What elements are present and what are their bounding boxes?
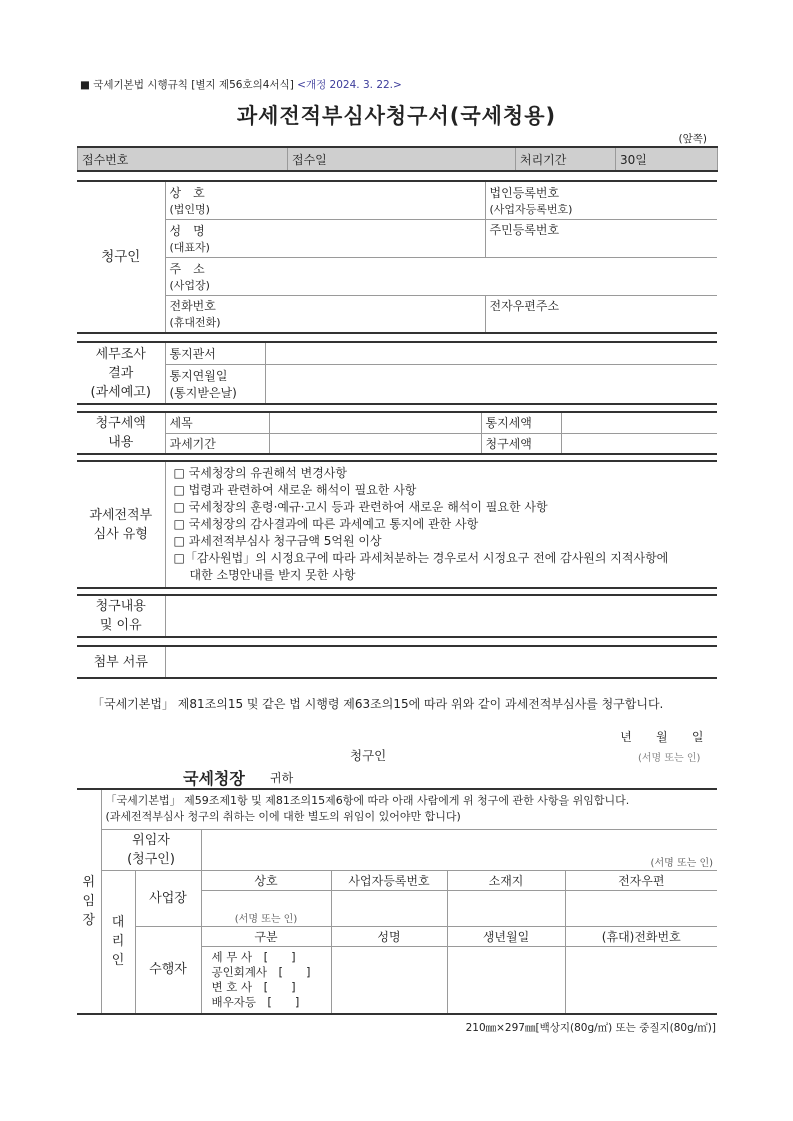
delegator-label-1: 위임자 [132, 832, 170, 848]
tax-period-label: 과세기간 [165, 433, 269, 454]
year-label: 년 [620, 730, 632, 744]
review-type-options [165, 461, 717, 588]
audit-label-1: 세무조사 [95, 346, 146, 362]
claimant-signature-label: 청구인 [350, 748, 387, 763]
attachments-label: 첨부 서류 [77, 646, 165, 678]
review-option[interactable]: □ 과세전적부심사 청구금액 5억원 이상 [173, 534, 382, 548]
phone-label: 전화번호 [169, 299, 216, 314]
phone-sub: (휴대전화) [169, 316, 221, 330]
attachments-input[interactable] [165, 646, 717, 678]
claim-amount-input[interactable] [561, 433, 717, 454]
performer-type-option[interactable]: 세 무 사 [ ] [211, 949, 296, 964]
tax-period-input[interactable] [269, 433, 481, 454]
name-field[interactable] [165, 219, 485, 257]
regulation-text: ■ 국세기본법 시행규칙 [별지 제56호의4서식] [80, 79, 294, 91]
receipt-table [77, 146, 718, 172]
delegation-text-2: (과세전적부심사 청구의 취하는 이에 대한 별도의 위임이 있어야만 합니다) [105, 810, 461, 824]
performer-label: 수행자 [135, 926, 201, 1014]
claimant-section-label: 청구인 [77, 181, 165, 333]
biz-trade-name-input[interactable] [201, 890, 331, 926]
audit-label-3: (과세예고) [90, 384, 151, 400]
addressee-office: 국세청장 [183, 769, 245, 788]
phone-field[interactable] [165, 295, 485, 333]
notified-amount-input[interactable] [561, 412, 717, 433]
corp-reg-field[interactable] [485, 181, 717, 219]
biz-col-header: 전자우편 [565, 870, 717, 890]
review-type-label-2: 심사 유형 [93, 526, 148, 542]
claimant-sign-note: (서명 또는 인) [638, 753, 701, 764]
form-reference [80, 77, 402, 92]
resident-reg-label: 주민등록번호 [489, 222, 560, 237]
corp-reg-label: 법인등록번호 [489, 185, 560, 200]
perf-col-header: 성명 [331, 926, 447, 946]
delegation-char: 장 [82, 913, 96, 928]
review-option[interactable]: □ 법령과 관련하여 새로운 해석이 필요한 사항 [173, 483, 417, 497]
review-option-continued: 대한 소명안내를 받지 못한 사항 [189, 568, 356, 582]
date-line [610, 728, 714, 745]
review-type-table [77, 460, 717, 589]
delegator-sign-note: (서명 또는 인) [650, 857, 714, 869]
notice-date-sub: (통지받은날) [169, 385, 237, 400]
notice-office-label: 통지관서 [165, 342, 265, 364]
form-title: 과세전적부심사청구서(국세청용) [236, 104, 557, 128]
agent-label [101, 870, 135, 1014]
biz-col-header: 소재지 [447, 870, 565, 890]
address-sub: (사업장) [169, 278, 210, 292]
name-label: 성 명 [169, 223, 205, 238]
claim-amount-label: 청구세액 [481, 433, 561, 454]
reason-label-2: 및 이유 [99, 618, 142, 633]
notice-date-label: 통지연월일 [169, 368, 228, 383]
performer-type-option[interactable]: 배우자등 [ ] [211, 994, 300, 1009]
delegator-sign-field[interactable] [201, 829, 717, 870]
trade-name-field[interactable] [165, 181, 485, 219]
front-side-label: (앞쪽) [678, 133, 707, 145]
performer-name-input[interactable] [331, 946, 447, 1014]
biz-sign-note: (서명 또는 인) [234, 913, 298, 925]
delegation-side-label [77, 789, 101, 1014]
claimant-table [77, 180, 717, 334]
biz-email-input[interactable] [565, 890, 717, 926]
month-label: 월 [656, 730, 668, 744]
review-option[interactable]: □「감사원법」의 시정요구에 따라 과세처분하는 경우로서 시정요구 전에 감사원의 지적사항에 [173, 551, 669, 565]
review-option[interactable]: □ 국세청장의 감사결과에 따른 과세예고 통지에 관한 사항 [173, 517, 479, 531]
review-type-section-label [77, 461, 165, 588]
agent-char: 리 [111, 934, 125, 950]
performer-type-option[interactable]: 변 호 사 [ ] [211, 979, 296, 994]
notice-date-input[interactable] [265, 364, 717, 404]
processing-period-label: 처리기간 [516, 147, 616, 171]
reason-label [77, 595, 165, 637]
addressee-suffix: 귀하 [270, 771, 294, 785]
name-sub: (대표자) [169, 240, 210, 254]
tax-item-input[interactable] [269, 412, 481, 433]
audit-label-2: 결과 [108, 365, 134, 381]
tax-amount-label-2: 내용 [108, 435, 134, 450]
biz-col-header: 사업자등록번호 [331, 870, 447, 890]
perf-col-header: 생년월일 [447, 926, 565, 946]
delegation-table [77, 788, 717, 1015]
paper-spec: 210㎜×297㎜[백상지(80g/㎡) 또는 중질지(80g/㎡)] [465, 1022, 716, 1034]
tax-amount-table [77, 411, 717, 455]
receipt-date-label: 접수일 [288, 147, 516, 171]
trade-name-sub: (법인명) [169, 202, 210, 216]
business-label: 사업장 [135, 870, 201, 926]
revision-text: <개정 2024. 3. 22.> [297, 79, 402, 91]
notice-office-input[interactable] [265, 342, 717, 364]
performer-type-option[interactable]: 공인회계사 [ ] [211, 964, 311, 979]
perf-col-header: (휴대)전화번호 [565, 926, 717, 946]
email-label: 전자우편주소 [489, 298, 560, 313]
review-option[interactable]: □ 국세청장의 유권해석 변경사항 [173, 466, 347, 480]
agent-char: 인 [111, 953, 125, 969]
tax-amount-section-label [77, 412, 165, 454]
receipt-number-label: 접수번호 [78, 147, 288, 171]
tax-amount-label-1: 청구세액 [95, 416, 146, 431]
notice-date-cell [165, 364, 265, 404]
biz-col-header: 상호 [201, 870, 331, 890]
email-field[interactable] [485, 295, 717, 333]
notified-amount-label: 통지세액 [481, 412, 561, 433]
reason-label-1: 청구내용 [95, 599, 146, 614]
address-label: 주 소 [169, 261, 205, 276]
review-option[interactable]: □ 국세청장의 훈령·예규·고시 등과 관련하여 새로운 해석이 필요한 사항 [173, 500, 548, 514]
review-type-label-1: 과세전적부 [89, 507, 153, 523]
delegation-char: 위 [82, 875, 96, 890]
audit-table [77, 341, 717, 405]
delegation-char: 임 [82, 894, 96, 909]
delegation-text [101, 789, 717, 829]
biz-location-input[interactable] [447, 890, 565, 926]
tax-item-label: 세목 [165, 412, 269, 433]
corp-reg-sub: (사업자등록번호) [489, 202, 573, 216]
resident-reg-field[interactable] [485, 219, 717, 257]
statement-text: 「국세기본법」 제81조의15 및 같은 법 시행령 제63조의15에 따라 위와 같이 과세전적부심사를 청구합니다. [92, 697, 664, 711]
performer-birth-input[interactable] [447, 946, 565, 1014]
performer-phone-input[interactable] [565, 946, 717, 1014]
perf-col-header: 구분 [201, 926, 331, 946]
day-label: 일 [691, 730, 704, 744]
processing-period-value: 30일 [616, 147, 718, 171]
trade-name-label: 상 호 [169, 185, 205, 200]
delegator-label-2: (청구인) [127, 851, 175, 867]
biz-reg-input[interactable] [331, 890, 447, 926]
delegation-text-1: 「국세기본법」 제59조제1항 및 제81조의15제6항에 따라 아래 사람에게 위 청구에 관한 사항을 위임합니다. [105, 794, 630, 808]
delegator-label [101, 829, 201, 870]
performer-types [201, 946, 331, 1014]
audit-section-label [77, 342, 165, 404]
reason-input[interactable] [165, 595, 717, 637]
address-field[interactable] [165, 257, 717, 295]
attachments-table [77, 645, 717, 679]
reason-table [77, 594, 717, 638]
agent-char: 대 [111, 915, 125, 931]
